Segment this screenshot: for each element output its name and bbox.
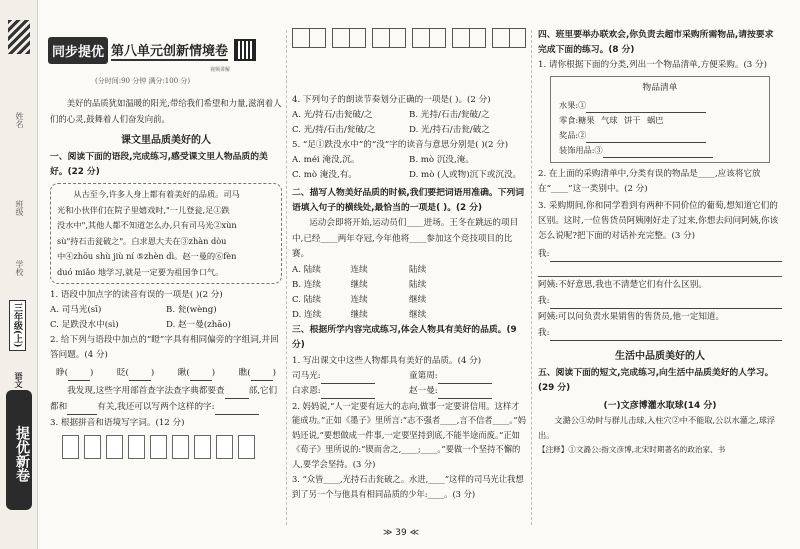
list-title: 物品清单 [642,83,678,93]
shopping-list [550,76,770,163]
answer-blank[interactable] [550,246,783,262]
list-item: 装饰用品:③ [559,143,761,158]
name-field: 赵一曼: [409,384,526,399]
option-b[interactable]: B. 光持/石击/瓮破/之 [409,110,490,120]
name-field: 白求恩: [292,384,409,399]
school-label: 学校 [15,260,24,276]
question-4: 4. 下列句子的朗读节奏划分正确的一项是( )。(2 分) [292,95,491,105]
question-4-3: 3. 采购期间,你和同学看到有两种不同价位的葡萄,想知道它们的区别。这时,一位售货员阿姨刚好走了过来,你想去问问阿姨,你该怎么说呢?把下面的对话补充完整。(3 分) [538,201,779,241]
option-a[interactable]: A. 陆续 [292,264,321,275]
answer-blank[interactable] [225,398,249,399]
answer-blank[interactable] [190,380,212,381]
column-divider [286,30,287,525]
title-bar [48,36,280,64]
option-d[interactable]: D. 连续 [292,309,322,320]
question-3-3: 3. “众皆____,光持石击瓮破之。水进,____”这样的司马光让我想到了另一个与他具有相同品质的少年:____。(3 分) [292,474,524,499]
list-item: 水果:① [559,98,761,113]
answer-blank[interactable] [251,380,273,381]
passage-line: duó miǎo 地学习,就是一定要为祖国争口气。 [57,266,224,277]
option-b[interactable]: B. 瓮(wèng) [166,305,217,315]
char-item: 眨( ) [117,365,154,381]
char-item: 瞧( ) [239,365,276,381]
decorative-stripe-icon [8,20,30,54]
list-item: 零食:糖果 气球 饼干 蜗巴 [559,115,664,125]
dialog-line: 我: [538,293,782,309]
question-3-2: 2. 妈妈说,“人一定要有远大的志向,做事一定要讲信用。这样才能成功。”正如《墨子》里所言:“志不强者____,言不信者____。”妈妈还说,“要想做成一件事,一定要坚持到底,不能半途而废。”正如《荀子》里所说的:“锲而舍之,____;____。”要做一个坚持不懈的人,要学会坚持。(3 分) [292,400,526,469]
section-title-2: 生活中品质美好的人 [615,351,705,362]
page-title: 第八单元创新情境卷 [111,40,228,61]
grade-badge: 三年级(上) [9,300,26,351]
option-d[interactable]: D. 赵一曼(zhāo) [166,320,231,330]
question-3-1-names [292,369,526,399]
option-b[interactable]: B. mò 沉没,淹。 [409,155,474,165]
option-d[interactable]: D. mò (人或物)沉下或沉没。 [409,170,522,180]
question-5-options [292,153,526,183]
question-2-text: 运动会即将开始,运动员们____进场。王冬在跳远的项目中,已经____两年夺冠,今年他将____参加这个竞技项目的比赛。 [292,218,519,259]
question-1-3: 3. 根据拼音和语境写字词。(12 分) [50,418,185,428]
passage-line: 光和小伙伴们在院子里嬉戏时,"一儿登瓮,足①跌 [57,204,230,215]
question-1-2: 2. 给下列与语段中加点的“瞪”字具有相同偏旁的字组词,并回答问题。(4 分) [50,335,279,360]
story-note: 【注释】①文潞公:指文彦博,北宋时期著名的政治家、书 [538,445,726,454]
column-divider [531,30,532,525]
option-c[interactable]: C. mò 淹没,有。 [292,170,357,180]
option-c[interactable]: C. 足跌没水中(sì) [50,320,119,330]
option-a[interactable]: A. méi 淹没,沉。 [292,155,360,165]
qr-code-icon[interactable] [234,39,256,61]
answer-line[interactable] [538,262,782,277]
column-2 [292,92,526,501]
pinyin-grid[interactable] [62,435,282,459]
question-4-2: 2. 在上面的采购清单中,分类有误的物品是____,应该将它放在“____”这一类别中。(2 分) [538,169,761,194]
question-1-title: 一、阅读下面的语段,完成练习,感受课文里人物品质的美好。(22 分) [50,152,268,177]
question-3-title: 三、根据所学内容完成练习,体会人物具有美好的品质。(9 分) [292,324,517,350]
story-subtitle: (一)文彦博灌水取球(14 分) [603,401,717,411]
question-2-title: 二、描写人物美好品质的时候,我们要把词语用准确。下列词语填入句子的横线处,最恰当的一项是( )。(2 分) [292,188,525,213]
dialog-line: 我: [538,246,782,262]
section-title-1: 课文里品质美好的人 [121,135,211,146]
question-1-1-options [50,303,282,333]
question-1-2-text: 我发现,这些字用部首查字法查字典都要查 部,它们都和 有关,我还可以写两个这样的字: [50,383,282,415]
list-item: 奖品:② [559,128,761,143]
option-d[interactable]: D. 光/持石/击瓮/破之 [409,125,490,135]
answer-blank[interactable] [68,380,90,381]
name-label: 姓名 [15,112,24,128]
question-3-1: 1. 写出课文中这些人物都具有美好的品质。(4 分) [292,355,482,366]
passage-line: 中④zhōu shù jiù ní ⑤zhèn dì。赵一曼的⑥fèn [57,251,237,261]
reading-passage [50,183,282,284]
qr-caption: 视频讲解 [210,67,231,73]
name-field: 童第周: [409,369,526,384]
question-1-1: 1. 语段中加点字的读音有误的一项是( )(2 分) [50,290,223,300]
series-tag: 同步提优 [48,37,108,64]
option-a[interactable]: A. 光/持石/击瓮破/之 [292,110,373,120]
dialog [538,246,782,341]
story-text: 文潞公①幼时与群儿击球,入柱穴②中不能取,公以水灌之,球浮出。 [538,415,776,440]
column-1 [50,96,282,463]
option-c[interactable]: C. 陆续 [292,294,321,305]
dialog-line: 阿姨:可以问负责水果销售的售货员,他一定知道。 [538,312,725,322]
dialog-line: 我: [538,325,782,341]
answer-blank[interactable] [603,157,713,158]
answer-blank[interactable] [215,414,259,415]
brand-logo: 提优新卷 [6,390,32,510]
question-4-1: 1. 请你根据下面的分类,列出一个物品清单,方便采购。(3 分) [538,60,767,70]
exam-meta: (分时间:90 分钟 满分:100 分) [95,77,191,85]
char-row [50,363,282,383]
passage-line: sù"持石击瓮破之"。白求恩大夫在③zhàn dòu [57,235,227,246]
dialog-line: 阿姨:不好意思,我也不清楚它们有什么区别。 [538,280,707,290]
sidebar [0,0,38,549]
question-2-options: A. 陆续 连续 陆续 B. 连续 继续 陆续 C. 陆续 连续 继续 D. 连续 继续 继续 [292,263,526,323]
answer-blank[interactable] [550,325,783,341]
subject-label: 语文 [14,372,24,388]
answer-blank[interactable] [129,380,151,381]
question-5: 5. “足①跌没水中”的“没”字的读音与意思分别是( )(2 分) [292,140,509,150]
question-4-options [292,108,526,138]
class-label: 班级 [15,200,24,216]
question-5-title: 五、阅读下面的短文,完成练习,向生活中品质美好的人学习。(29 分) [538,368,774,393]
intro-text: 美好的品质犹如温暖的阳光,带给我们希望和力量,滋润着人们的心灵,鼓舞着人们奋发向前。 [50,98,282,124]
option-c[interactable]: C. 光/持/石击/瓮破/之 [292,125,376,135]
name-field: 司马光: [292,369,409,384]
question-4-title: 四、班里要举办联欢会,你负责去超市采购所需物品,请按要求完成下面的练习。(8 分) [538,30,774,55]
passage-line: 没水中",其他人都不知道怎么办,只有司马光②xùn [57,220,237,230]
passage-line: 从古至今,许多人身上都有着美好的品质。司马 [73,189,240,199]
char-item: 瞅( ) [178,365,215,381]
column-3 [538,28,782,456]
option-a[interactable]: A. 司马光(sī) [50,305,102,315]
top-writing-grid[interactable] [292,28,526,48]
char-item: 睁( ) [56,365,93,381]
answer-blank[interactable] [550,293,783,309]
option-b[interactable]: B. 连续 [292,279,321,290]
page-number: ≫ 39 ≪ [383,528,420,538]
